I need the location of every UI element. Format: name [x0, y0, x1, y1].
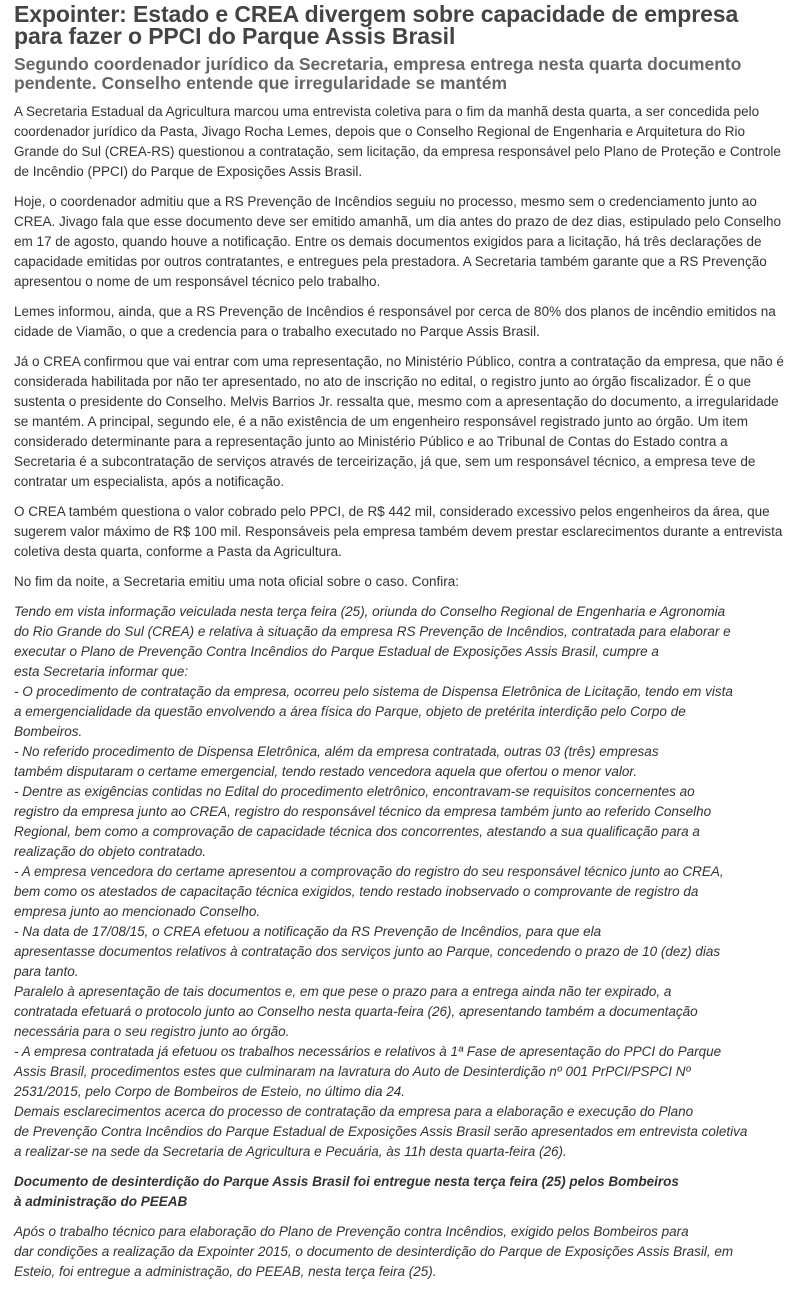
note-line: 2531/2015, pelo Corpo de Bombeiros de Esteio, no último dia 24.: [14, 1084, 406, 1099]
closing-line: Esteio, foi entregue a administração, do PEEAB, nesta terça feira (25).: [14, 1264, 437, 1279]
note-line: a realizar-se na sede da Secretaria de Agricultura e Pecuária, às 11h desta quarta-feira (26).: [14, 1144, 567, 1159]
closing-line: Após o trabalho técnico para elaboração do Plano de Prevenção contra Incêndios, exigido pelos Bombeiros para: [14, 1224, 689, 1239]
note-line: apresentasse documentos relativos à contratação dos serviços junto ao Parque, concedendo o prazo de 10 (dez) dias: [14, 944, 721, 959]
note-line: Bombeiros.: [14, 724, 83, 739]
note-line: também disputaram o certame emergencial, tendo restado vencedora aquela que ofertou o menor valor.: [14, 764, 638, 779]
subheading-line: Documento de desinterdição do Parque Assis Brasil foi entregue nesta terça feira (25) pelos Bombeiros: [14, 1174, 679, 1189]
note-line: empresa junto ao mencionado Conselho.: [14, 904, 261, 919]
note-line: - A empresa contratada já efetuou os trabalhos necessários e relativos à 1ª Fase de apresentação do PPCI do Parque: [14, 1044, 722, 1059]
headline: Expointer: Estado e CREA divergem sobre capacidade de empresa para fazer o PPCI do Parque Assis Brasil: [14, 1, 739, 49]
paragraph: No fim da noite, a Secretaria emitiu uma nota oficial sobre o caso. Confira:: [14, 574, 459, 589]
note-line: bem como os atestados de capacitação técnica exigidos, tendo restado inobservado o comprovante de registro da: [14, 884, 699, 899]
note-line: a emergencialidade da questão envolvendo a área física do Parque, objeto de pretérita interdição pelo Corpo de: [14, 704, 686, 719]
note-line: esta Secretaria informar que:: [14, 664, 189, 679]
note-line: - O procedimento de contratação da empresa, ocorreu pelo sistema de Dispensa Eletrônica de Licitação, tendo em vista: [14, 684, 733, 699]
closing-paragraph: [14, 1222, 787, 1282]
note-line: - Na data de 17/08/15, o CREA efetuou a notificação da RS Prevenção de Incêndios, para que ela: [14, 924, 602, 939]
note-line: - No referido procedimento de Dispensa Eletrônica, além da empresa contratada, outras 03 (três) empresas: [14, 744, 659, 759]
paragraph: O CREA também questiona o valor cobrado pelo PPCI, de R$ 442 mil, considerado excessivo pelos engenheiros da área, que sugerem valor máximo de R$ 100 mil. Responsáveis pela empresa também devem prestar esclarecimentos durante a entrevista coletiva desta quarta, conforme a Pasta da Agricultura.: [14, 504, 783, 559]
closing-line: dar condições a realização da Expointer 2015, o documento de desinterdição do Parque de Exposições Assis Brasil, em: [14, 1244, 734, 1259]
note-line: do Rio Grande do Sul (CREA) e relativa à situação da empresa RS Prevenção de Incêndios, contratada para elaborar e: [14, 624, 731, 639]
paragraph: Lemes informou, ainda, que a RS Prevenção de Incêndios é responsável por cerca de 80% dos planos de incêndio emitidos na cidade de Viamão, o que a credencia para o trabalho executado no Parque Assis Brasil.: [14, 304, 776, 339]
note-line: registro da empresa junto ao CREA, registro do responsável técnico da empresa também junto ao referido Conselho: [14, 804, 712, 819]
note-line: contratada efetuará o protocolo junto ao Conselho nesta quarta-feira (26), apresentando também a documentação: [14, 1004, 698, 1019]
paragraph: A Secretaria Estadual da Agricultura marcou uma entrevista coletiva para o fim da manhã desta quarta, a ser concedida pelo coordenador jurídico da Pasta, Jivago Rocha Lemes, depois que o Conselho Regional de Engenharia e Arquitetura do Rio Grande do Sul (CREA-RS) questionou a contratação, sem licitação, da empresa responsável pelo Plano de Proteção e Controle de Incêndio (PPCI) do Parque de Exposições Assis Brasil.: [14, 104, 781, 179]
note-line: de Prevenção Contra Incêndios do Parque Estadual de Exposições Assis Brasil serão apresentados em entrevista coletiva: [14, 1124, 748, 1139]
subheading-line: à administração do PEEAB: [14, 1194, 188, 1209]
note-line: Tendo em vista informação veiculada nesta terça feira (25), oriunda do Conselho Regional de Engenharia e Agronomia: [14, 604, 726, 619]
official-note: [14, 602, 787, 1162]
note-line: executar o Plano de Prevenção Contra Incêndios do Parque Estadual de Exposições Assis Brasil, cumpre a: [14, 644, 659, 659]
note-line: - A empresa vencedora do certame apresentou a comprovação do registro do seu responsável técnico junto ao CREA,: [14, 864, 724, 879]
note-line: Paralelo à apresentação de tais documentos e, em que pese o prazo para a entrega ainda não ter expirado, a: [14, 984, 672, 999]
subheadline: Segundo coordenador jurídico da Secretaria, empresa entrega nesta quarta documento pendente. Conselho entende que irregularidade se mantém: [14, 54, 742, 93]
article-body: [14, 102, 787, 1162]
note-line: necessária para o seu registro junto ao órgão.: [14, 1024, 290, 1039]
note-line: Regional, bem como a comprovação de capacidade técnica dos concorrentes, atestando a sua qualificação para a: [14, 824, 700, 839]
note-line: Assis Brasil, procedimentos estes que culminaram na lavratura do Auto de Desinterdição nº 001 PrPCI/PSPCI Nº: [14, 1064, 691, 1079]
note-line: Demais esclarecimentos acerca do processo de contratação da empresa para a elaboração e execução do Plano: [14, 1104, 694, 1119]
note-line: - Dentre as exigências contidas no Edital do procedimento eletrônico, encontravam-se requisitos concernentes ao: [14, 784, 695, 799]
note-line: para tanto.: [14, 964, 79, 979]
section-subheading: [14, 1172, 787, 1212]
paragraph: Já o CREA confirmou que vai entrar com uma representação, no Ministério Público, contra a contratação da empresa, que não é considerada habilitada por não ter apresentado, no ato de inscrição no edital, o registro junto ao órgão fiscalizador. É o que sustenta o presidente do Conselho. Melvis Barrios Jr. ressalta que, mesmo com a apresentação do documento, a irregularidade se mantém. A principal, segundo ele, é a não existência de um engenheiro responsável registrado junto ao órgão. Um item considerado determinante para a representação junto ao Ministério Público e ao Tribunal de Contas do Estado contra a Secretaria é a subcontratação de serviços através de terceirização, já que, sem um responsável técnico, a empresa teve de contratar um especialista, após a notificação.: [14, 354, 784, 489]
note-line: realização do objeto contratado.: [14, 844, 207, 859]
paragraph: Hoje, o coordenador admitiu que a RS Prevenção de Incêndios seguiu no processo, mesmo sem o credenciamento junto ao CREA. Jivago fala que esse documento deve ser emitido amanhã, um dia antes do prazo de dez dias, estipulado pelo Conselho em 17 de agosto, quando houve a notificação. Entre os demais documentos exigidos para a licitação, há três declarações de capacidade emitidas por outros contratantes, e entregues pela prestadora. A Secretaria também garante que a RS Prevenção apresentou o nome de um responsável técnico pelo trabalho.: [14, 194, 781, 289]
